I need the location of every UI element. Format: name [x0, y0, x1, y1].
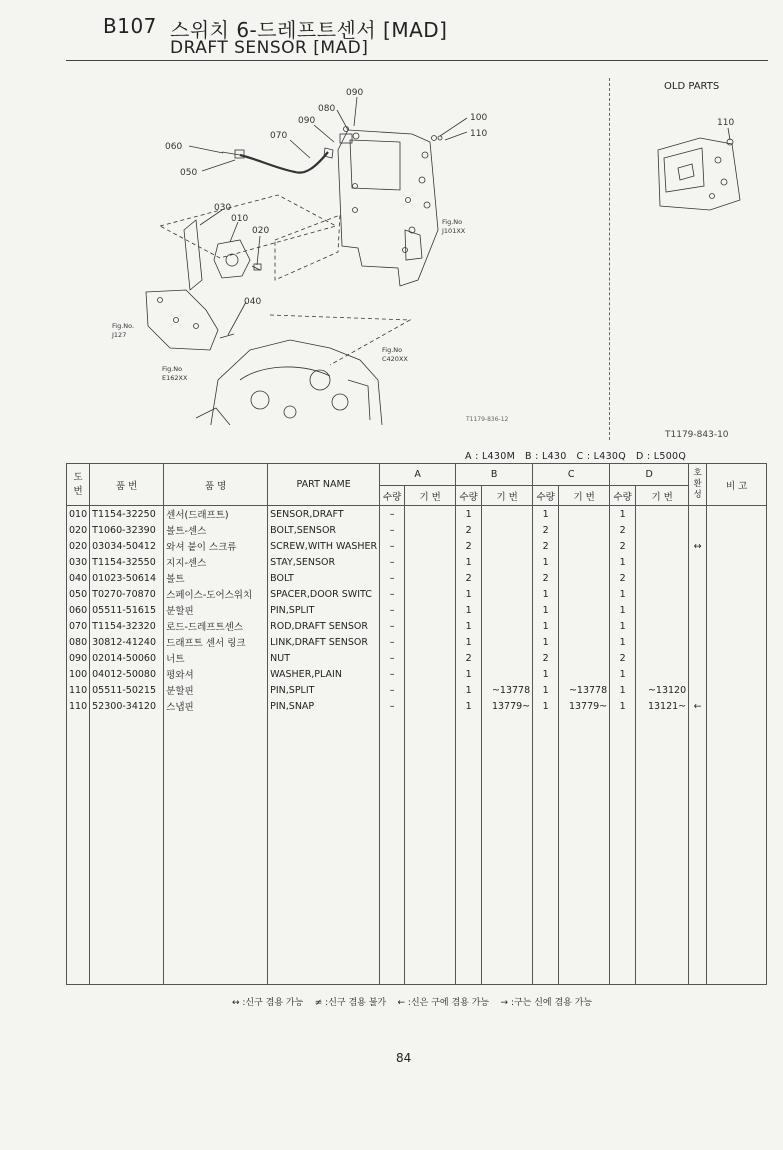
table-row — [67, 506, 767, 523]
cell-a-serial — [405, 634, 456, 650]
cell-a-qty: – — [380, 586, 405, 602]
cell-c-qty: 2 — [533, 522, 559, 538]
col-group-b: B — [456, 464, 533, 486]
cell-a-qty: – — [380, 634, 405, 650]
table-row — [67, 522, 767, 538]
old-parts-diagram — [620, 110, 750, 220]
cell-d-serial — [636, 538, 689, 554]
callout-060: 060 — [165, 142, 183, 152]
figref-e162-code: E162XX — [162, 374, 188, 382]
cell-a-serial — [405, 666, 456, 682]
cell-a-qty: – — [380, 682, 405, 698]
page-title-english: DRAFT SENSOR [MAD] — [170, 38, 369, 58]
diagram-small-id: T1179-836-12 — [466, 416, 509, 423]
cell-d-qty: 1 — [610, 554, 636, 570]
cell-d-serial — [636, 618, 689, 634]
cell-part-name: WASHER,PLAIN — [268, 666, 380, 682]
cell-d-qty: 1 — [610, 586, 636, 602]
cell-part-no: 05511-51615 — [90, 602, 164, 618]
callout-030: 030 — [214, 203, 232, 213]
cell-interchange: ↔ — [689, 538, 707, 554]
table-row — [67, 570, 767, 586]
figure-id: T1179-843-10 — [665, 430, 729, 440]
cell-remarks — [707, 522, 767, 538]
cell-part-no: T1154-32250 — [90, 506, 164, 523]
figref-c420-code: C420XX — [382, 355, 408, 363]
cell-d-qty: 2 — [610, 650, 636, 666]
table-row — [67, 618, 767, 634]
col-b-serial: 기 번 — [482, 486, 533, 506]
figref-e162-label: Fig.No — [162, 365, 183, 373]
col-d-serial: 기 번 — [636, 486, 689, 506]
cell-a-qty: – — [380, 602, 405, 618]
cell-a-serial — [405, 538, 456, 554]
cell-c-serial — [559, 602, 610, 618]
col-interchange: 호 환 성 — [689, 464, 707, 506]
cell-part-name: NUT — [268, 650, 380, 666]
col-ref: 도 번 — [67, 464, 90, 506]
col-b-qty: 수량 — [456, 486, 482, 506]
header-rule — [66, 60, 768, 61]
cell-remarks — [707, 602, 767, 618]
cell-a-qty: – — [380, 618, 405, 634]
cell-a-serial — [405, 570, 456, 586]
cell-a-qty: – — [380, 698, 405, 714]
cell-c-serial — [559, 554, 610, 570]
sensor-stay — [184, 220, 202, 290]
cell-d-qty: 1 — [610, 506, 636, 523]
cell-part-name: ROD,DRAFT SENSOR — [268, 618, 380, 634]
cell-b-serial — [482, 570, 533, 586]
cell-c-qty: 1 — [533, 586, 559, 602]
cell-c-serial — [559, 666, 610, 682]
cell-a-qty: – — [380, 666, 405, 682]
interchange-legend: ↔ :신구 겸용 가능 ≠ :신구 겸용 불가 ← :신은 구에 겸용 가능 → :구는 신에 겸용 가능 — [232, 998, 593, 1008]
cell-d-qty: 1 — [610, 666, 636, 682]
cell-interchange — [689, 666, 707, 682]
cell-name-ko: 분할핀 — [164, 602, 268, 618]
table-row — [67, 650, 767, 666]
parts-table — [66, 463, 767, 985]
cell-a-serial — [405, 650, 456, 666]
cell-c-qty: 1 — [533, 666, 559, 682]
cell-d-serial — [636, 602, 689, 618]
callout-090-top: 090 — [346, 88, 364, 98]
cell-b-serial — [482, 586, 533, 602]
cell-a-serial — [405, 698, 456, 714]
cell-a-serial — [405, 682, 456, 698]
cell-part-no: 01023-50614 — [90, 570, 164, 586]
table-filler-row — [67, 714, 767, 984]
cell-remarks — [707, 698, 767, 714]
cell-c-qty: 2 — [533, 570, 559, 586]
lower-bracket — [146, 290, 218, 350]
callout-100: 100 — [470, 113, 488, 123]
cell-b-serial: 13779~ — [482, 698, 533, 714]
cell-remarks — [707, 682, 767, 698]
cell-part-name: SCREW,WITH WASHER — [268, 538, 380, 554]
cell-d-serial — [636, 570, 689, 586]
cell-d-serial — [636, 666, 689, 682]
cell-part-no: 52300-34120 — [90, 698, 164, 714]
cell-b-qty: 2 — [456, 522, 482, 538]
cell-a-serial — [405, 522, 456, 538]
cell-a-serial — [405, 602, 456, 618]
col-part-name: PART NAME — [268, 464, 380, 506]
page-title-korean: 스위치 6-드레프트센서 [MAD] — [170, 18, 448, 42]
cell-name-ko: 너트 — [164, 650, 268, 666]
cell-ref: 080 — [67, 634, 90, 650]
cell-interchange — [689, 618, 707, 634]
cell-remarks — [707, 586, 767, 602]
callout-050: 050 — [180, 168, 198, 178]
cell-c-serial — [559, 506, 610, 523]
callout-010: 010 — [231, 214, 249, 224]
cell-b-serial — [482, 666, 533, 682]
cell-b-serial — [482, 538, 533, 554]
cell-remarks — [707, 650, 767, 666]
cell-ref: 090 — [67, 650, 90, 666]
cell-d-serial — [636, 554, 689, 570]
cell-d-qty: 2 — [610, 538, 636, 554]
col-a-serial: 기 번 — [405, 486, 456, 506]
cell-name-ko: 스냅핀 — [164, 698, 268, 714]
cell-b-qty: 1 — [456, 682, 482, 698]
cell-b-qty: 1 — [456, 554, 482, 570]
cell-part-name: PIN,SNAP — [268, 698, 380, 714]
cell-part-name: LINK,DRAFT SENSOR — [268, 634, 380, 650]
cell-remarks — [707, 666, 767, 682]
cell-a-qty: – — [380, 554, 405, 570]
cell-b-qty: 1 — [456, 602, 482, 618]
cell-interchange: ← — [689, 698, 707, 714]
cell-interchange — [689, 586, 707, 602]
cell-ref: 040 — [67, 570, 90, 586]
cell-b-qty: 2 — [456, 570, 482, 586]
cell-b-qty: 1 — [456, 586, 482, 602]
cell-interchange — [689, 602, 707, 618]
cell-c-serial — [559, 570, 610, 586]
cell-part-no: 04012-50080 — [90, 666, 164, 682]
cell-b-serial — [482, 650, 533, 666]
callout-110: 110 — [470, 129, 488, 139]
cell-part-no: T1154-32550 — [90, 554, 164, 570]
cell-part-name: SPACER,DOOR SWITC — [268, 586, 380, 602]
col-group-c: C — [533, 464, 610, 486]
cell-interchange — [689, 650, 707, 666]
table-row — [67, 634, 767, 650]
exploded-parts-diagram — [100, 80, 490, 425]
table-row — [67, 682, 767, 698]
cell-part-name: BOLT,SENSOR — [268, 522, 380, 538]
cell-c-serial — [559, 618, 610, 634]
cell-d-qty: 1 — [610, 634, 636, 650]
cell-d-serial — [636, 522, 689, 538]
cell-d-qty: 1 — [610, 618, 636, 634]
cell-part-no: T1060-32390 — [90, 522, 164, 538]
col-group-a: A — [380, 464, 456, 486]
cell-ref: 020 — [67, 538, 90, 554]
cell-a-serial — [405, 554, 456, 570]
callout-090: 090 — [298, 116, 316, 126]
cell-c-serial — [559, 586, 610, 602]
cell-b-serial: ~13778 — [482, 682, 533, 698]
cell-remarks — [707, 554, 767, 570]
cell-part-name: SENSOR,DRAFT — [268, 506, 380, 523]
cell-name-ko: 분할핀 — [164, 682, 268, 698]
cell-part-no: T1154-32320 — [90, 618, 164, 634]
figref-c420-label: Fig.No — [382, 346, 403, 354]
cell-remarks — [707, 538, 767, 554]
cell-c-qty: 2 — [533, 538, 559, 554]
col-remarks: 비 고 — [707, 464, 767, 506]
callout-070: 070 — [270, 131, 288, 141]
cell-a-qty: – — [380, 570, 405, 586]
cell-b-qty: 1 — [456, 618, 482, 634]
cell-b-serial — [482, 506, 533, 523]
col-group-d: D — [610, 464, 689, 486]
cell-part-name: BOLT — [268, 570, 380, 586]
figref-j127-label: Fig.No. — [112, 322, 135, 330]
cell-name-ko: 스페이스-도어스위치 — [164, 586, 268, 602]
col-c-qty: 수량 — [533, 486, 559, 506]
cell-b-qty: 1 — [456, 666, 482, 682]
cell-d-serial — [636, 634, 689, 650]
cell-b-qty: 1 — [456, 506, 482, 523]
cell-b-qty: 2 — [456, 650, 482, 666]
cell-b-serial — [482, 618, 533, 634]
cell-c-qty: 1 — [533, 682, 559, 698]
old-parts-divider — [609, 78, 610, 440]
cell-d-qty: 2 — [610, 522, 636, 538]
cell-interchange — [689, 682, 707, 698]
cell-b-qty: 1 — [456, 634, 482, 650]
cell-name-ko: 지지-센스 — [164, 554, 268, 570]
cell-a-qty: – — [380, 522, 405, 538]
model-legend: A : L430M B : L430 C : L430Q D : L500Q — [465, 451, 687, 462]
cell-ref: 110 — [67, 682, 90, 698]
cell-d-qty: 1 — [610, 682, 636, 698]
page-number: 84 — [396, 1051, 412, 1065]
cell-interchange — [689, 570, 707, 586]
cell-c-serial: ~13778 — [559, 682, 610, 698]
cell-ref: 100 — [67, 666, 90, 682]
draft-sensor — [214, 240, 250, 278]
table-row — [67, 666, 767, 682]
cell-part-no: 05511-50215 — [90, 682, 164, 698]
cell-part-name: STAY,SENSOR — [268, 554, 380, 570]
cell-a-serial — [405, 618, 456, 634]
cell-remarks — [707, 618, 767, 634]
callout-040: 040 — [244, 297, 262, 307]
cell-b-qty: 1 — [456, 698, 482, 714]
cell-a-serial — [405, 586, 456, 602]
col-name-ko: 품 명 — [164, 464, 268, 506]
cell-a-serial — [405, 506, 456, 523]
table-row — [67, 602, 767, 618]
cell-remarks — [707, 570, 767, 586]
cell-name-ko: 드래프트 센서 링크 — [164, 634, 268, 650]
cell-c-serial — [559, 522, 610, 538]
section-code: B107 — [103, 14, 157, 38]
cell-c-qty: 1 — [533, 554, 559, 570]
cell-d-serial — [636, 586, 689, 602]
cell-name-ko: 볼트-센스 — [164, 522, 268, 538]
figref-j101-code: J101XX — [442, 227, 466, 235]
cell-c-qty: 1 — [533, 506, 559, 523]
col-c-serial: 기 번 — [559, 486, 610, 506]
cell-c-qty: 1 — [533, 698, 559, 714]
draft-sensor-rod — [240, 152, 328, 173]
cell-part-no: 03034-50412 — [90, 538, 164, 554]
cell-d-qty: 1 — [610, 602, 636, 618]
cell-ref: 050 — [67, 586, 90, 602]
cell-c-serial — [559, 634, 610, 650]
cell-ref: 030 — [67, 554, 90, 570]
cell-a-qty: – — [380, 650, 405, 666]
cell-ref: 020 — [67, 522, 90, 538]
cell-interchange — [689, 506, 707, 523]
cell-c-qty: 1 — [533, 602, 559, 618]
cell-name-ko: 센서(드래프트) — [164, 506, 268, 523]
cell-a-qty: – — [380, 538, 405, 554]
cell-c-serial — [559, 650, 610, 666]
cell-remarks — [707, 634, 767, 650]
cell-c-qty: 1 — [533, 634, 559, 650]
cell-c-serial: 13779~ — [559, 698, 610, 714]
cell-a-qty: – — [380, 506, 405, 523]
old-parts-label: OLD PARTS — [664, 81, 720, 92]
col-d-qty: 수량 — [610, 486, 636, 506]
cell-name-ko: 볼트 — [164, 570, 268, 586]
cell-c-qty: 2 — [533, 650, 559, 666]
cell-ref: 060 — [67, 602, 90, 618]
table-row — [67, 586, 767, 602]
cell-d-serial — [636, 650, 689, 666]
cell-part-name: PIN,SPLIT — [268, 602, 380, 618]
cell-d-serial — [636, 506, 689, 523]
cell-b-serial — [482, 602, 533, 618]
cell-ref: 010 — [67, 506, 90, 523]
cell-d-qty: 2 — [610, 570, 636, 586]
col-part-no: 품 번 — [90, 464, 164, 506]
col-a-qty: 수량 — [380, 486, 405, 506]
cell-part-no: 02014-50060 — [90, 650, 164, 666]
cell-ref: 110 — [67, 698, 90, 714]
cell-part-no: 30812-41240 — [90, 634, 164, 650]
figref-j101-label: Fig.No — [442, 218, 463, 226]
table-row — [67, 554, 767, 570]
cell-b-serial — [482, 634, 533, 650]
cell-d-qty: 1 — [610, 698, 636, 714]
old-parts-callout-110: 110 — [717, 118, 735, 128]
callout-020: 020 — [252, 226, 270, 236]
cell-interchange — [689, 522, 707, 538]
cell-name-ko: 평와셔 — [164, 666, 268, 682]
cell-interchange — [689, 634, 707, 650]
cell-name-ko: 로드-드레프트센스 — [164, 618, 268, 634]
cell-b-serial — [482, 522, 533, 538]
cell-d-serial: 13121~ — [636, 698, 689, 714]
cell-c-qty: 1 — [533, 618, 559, 634]
figref-j127-code: J127 — [112, 331, 127, 339]
cell-part-no: T0270-70870 — [90, 586, 164, 602]
cell-part-name: PIN,SPLIT — [268, 682, 380, 698]
cell-remarks — [707, 506, 767, 523]
table-row — [67, 538, 767, 554]
cell-ref: 070 — [67, 618, 90, 634]
cell-b-serial — [482, 554, 533, 570]
cell-d-serial: ~13120 — [636, 682, 689, 698]
cell-name-ko: 와셔 붙이 스크류 — [164, 538, 268, 554]
callout-080: 080 — [318, 104, 336, 114]
cell-c-serial — [559, 538, 610, 554]
table-row — [67, 698, 767, 714]
cell-interchange — [689, 554, 707, 570]
cell-b-qty: 2 — [456, 538, 482, 554]
